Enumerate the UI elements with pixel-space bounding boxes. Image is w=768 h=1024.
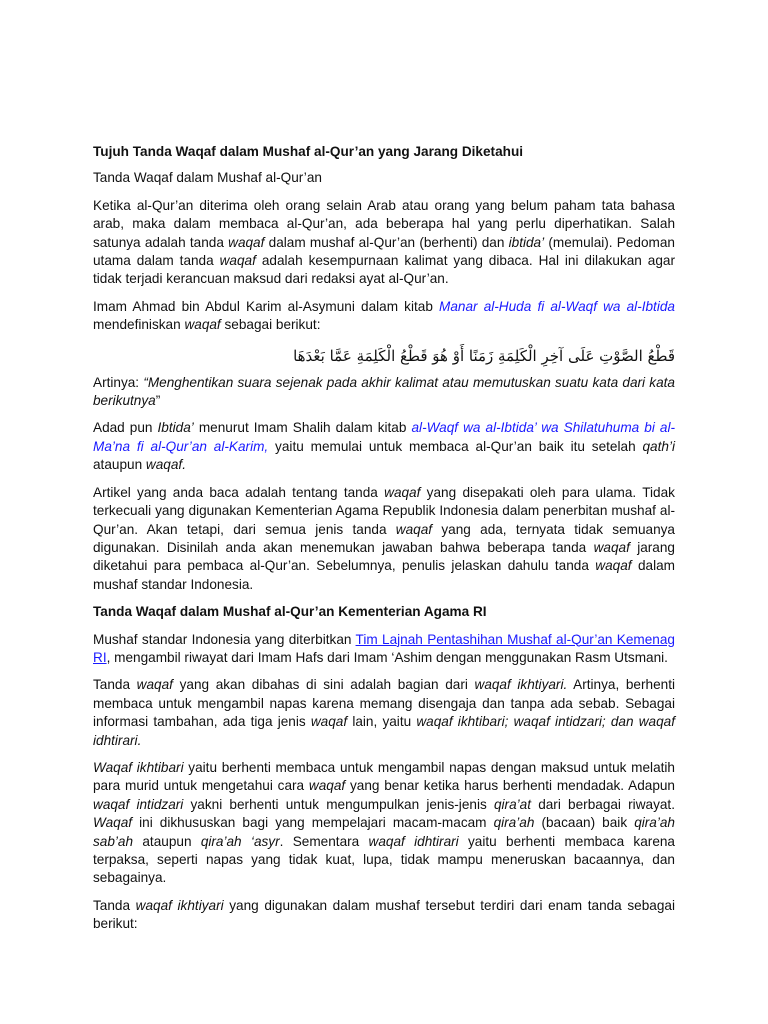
paragraph-intro: Ketika al-Qur’an diterima oleh orang selain Arab atau orang yang belum paham tata bahasa arab, maka dalam membaca al-Qur’an, ada beberapa hal yang perlu diperhatikan. Salah satunya adalah tanda waqaf dalam mushaf al-Qur’an (berhenti) dan ibtida’ (memulai). Pedoman utama dalam tanda waqaf adalah kesempurnaan kalimat yang dibaca. Hal ini dilakukan agar tidak terjadi kerancuan maksud dari redaksi ayat al-Qur’an. [93,197,675,287]
kitab-link-waqf-ibtida[interactable]: al-Waqf wa al-Ibtida’ wa Shilatuhuma bi al-Ma’na fi al-Qur’an al-Karim, [93,420,675,454]
paragraph-article: Artikel yang anda baca adalah tentang tanda waqaf yang disepakati oleh para ulama. Tidak terkecuali yang digunakan Kementerian Agama Republik Indonesia dalam penerbitan mushaf al-Qur’an. Akan tetapi, dari semua jenis tanda waqaf yang ada, ternyata tidak semuanya digunakan. Disinilah anda akan menemukan jawaban bahwa beberapa tanda waqaf jarang diketahui para pembaca al-Qur’an. Sebelumnya, penulis jelaskan dahulu tanda waqaf dalam mushaf standar Indonesia. [93,484,675,592]
paragraph-types: Waqaf ikhtibari yaitu berhenti membaca untuk mengambil napas dengan maksud untuk melatih para murid untuk mengetahui cara waqaf yang benar ketika harus berhenti mendadak. Adapun waqaf intidzari yakni berhenti untuk mengumpulkan jenis-jenis qira’at dari berbagai riwayat. Waqaf ini dikhususkan bagi yang mempelajari macam-macam qira’ah (bacaan) baik qira’ah sab’ah ataupun qira’ah ‘asyr. Sementara waqaf idhtirari yaitu berhenti membaca karena terpaksa, seperti napas yang tidak kuat, lupa, tidak mampu meneruskan bacaannya, dan sebagainya. [93,759,675,886]
paragraph-mushaf: Mushaf standar Indonesia yang diterbitkan Tim Lajnah Pentashihan Mushaf al-Qur’an Kemenag RI, mengambil riwayat dari Imam Hafs dari Imam ‘Ashim dengan menggunakan Rasm Utsmani. [93,631,675,665]
page-title: Tujuh Tanda Waqaf dalam Mushaf al-Qur’an yang Jarang Diketahui [93,144,524,159]
kitab-link-manar[interactable]: Manar al-Huda fi al-Waqf wa al-Ibtida [439,298,675,314]
section-heading: Tanda Waqaf dalam Mushaf al-Qur’an Kementerian Agama RI [93,604,487,620]
document-body [93,143,675,943]
arabic-quote: قَطْعُ الصَّوْتِ عَلَى آخِرِ الْكَلِمَةِ زَمَنًا أَوْ هُوَ قَطْعُ الْكَلِمَةِ عَمَّا بَعْدَهَا [293,346,675,365]
paragraph-ikhtiyari: Tanda waqaf yang akan dibahas di sini adalah bagian dari waqaf ikhtiyari. Artinya, berhenti membaca untuk mengambil napas karena memang disengaja dan tanpa ada sebab. Sebagai informasi tambahan, ada tiga jenis waqaf lain, yaitu waqaf ikhtibari; waqaf intidzari; dan waqaf idhtirari. [93,677,675,748]
paragraph-closing: Tanda waqaf ikhtiyari yang digunakan dalam mushaf tersebut terdiri dari enam tanda sebagai berikut: [93,897,675,932]
paragraph-ibtida: Adad pun Ibtida’ menurut Imam Shalih dalam kitab al-Waqf wa al-Ibtida’ wa Shilatuhuma bi al-Ma’na fi al-Qur’an al-Karim, yaitu memulai untuk membaca al-Qur’an baik itu setelah qath’i ataupun waqaf. [93,420,675,473]
paragraph-translation: Artinya: “Menghentikan suara sejenak pada akhir kalimat atau memutuskan suatu kata dari kata berikutnya” [93,374,675,409]
paragraph-definition: Imam Ahmad bin Abdul Karim al-Asymuni dalam kitab Manar al-Huda fi al-Waqf wa al-Ibtida mendefiniskan waqaf sebagai berikut: [93,298,675,333]
lajnah-link[interactable]: Tim Lajnah Pentashihan Mushaf al-Qur’an Kemenag RI [93,631,675,665]
section-title: Tanda Waqaf dalam Mushaf al-Qur’an [93,170,322,186]
